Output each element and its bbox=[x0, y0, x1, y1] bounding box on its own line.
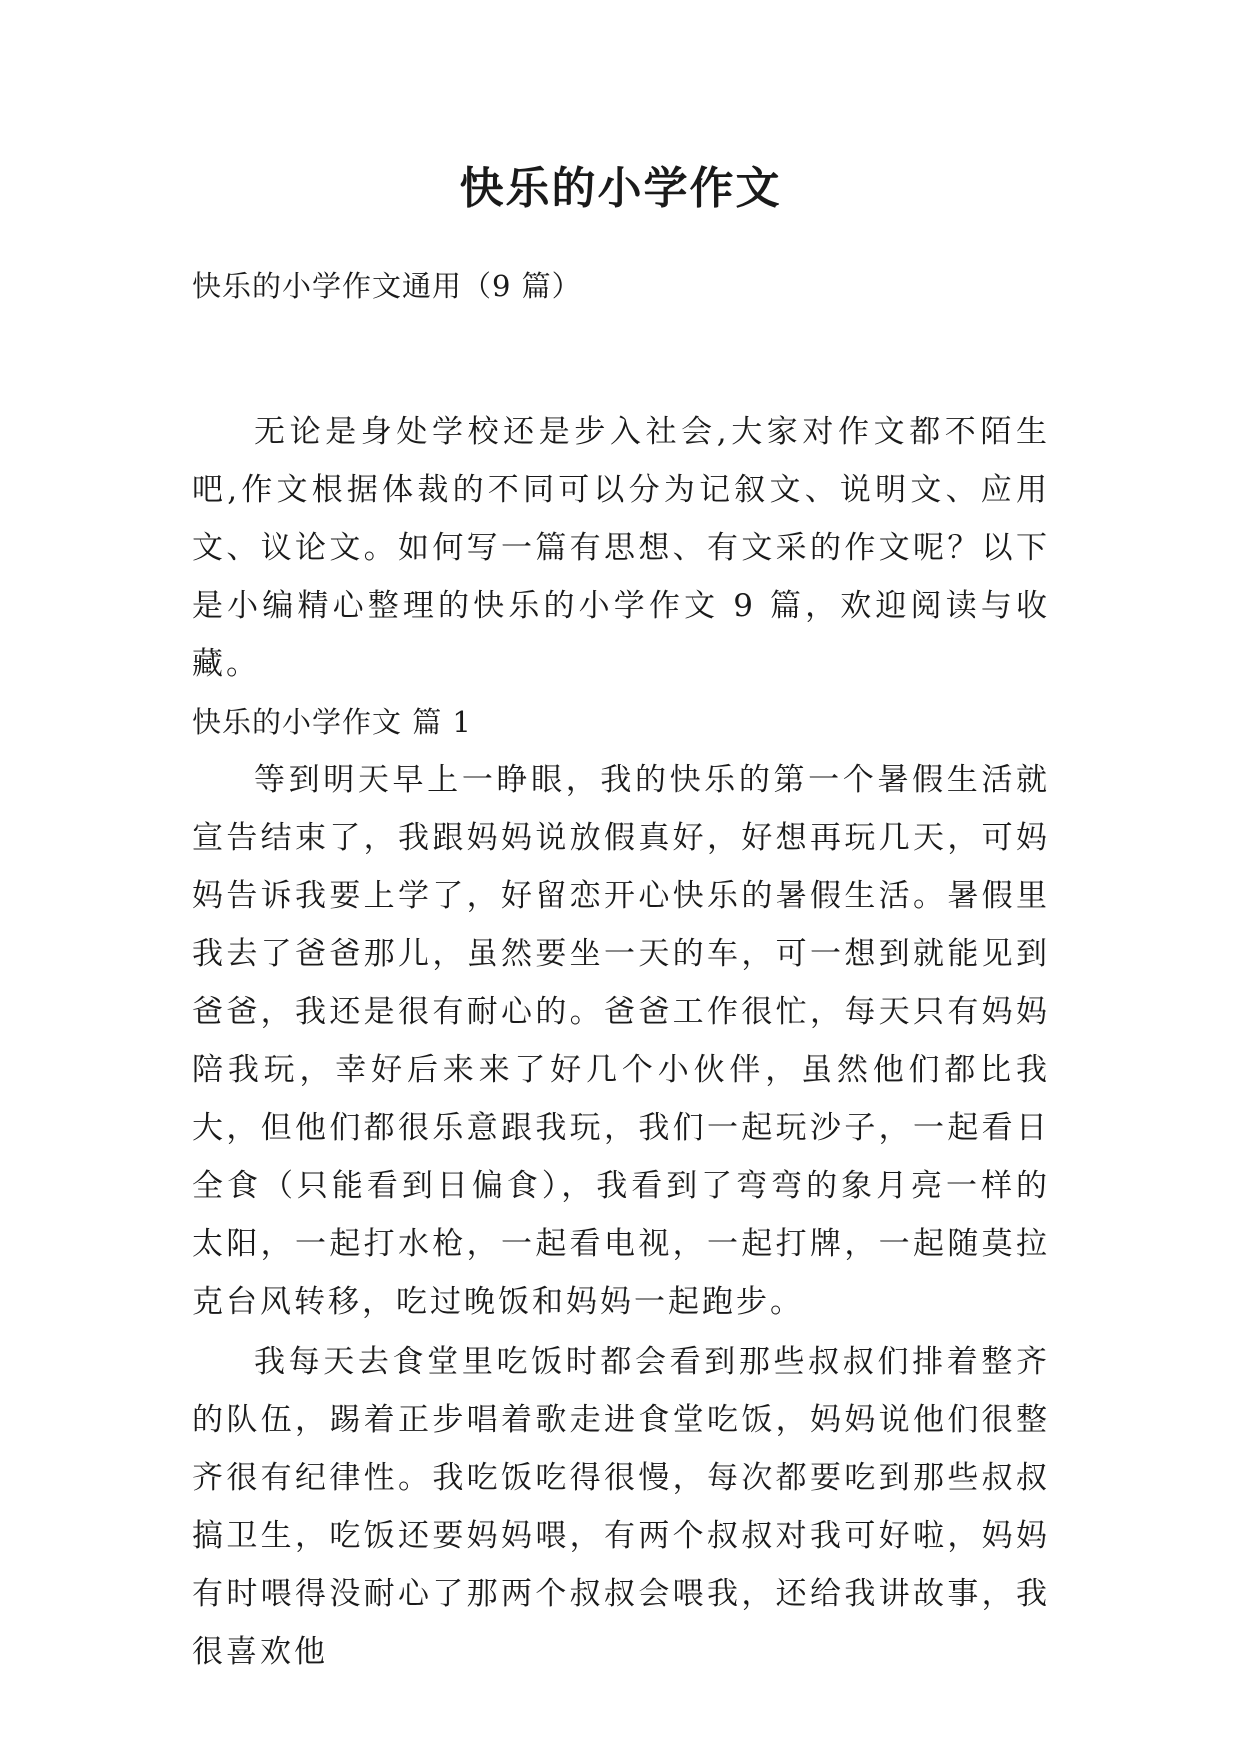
document-subtitle: 快乐的小学作文通用（9 篇） bbox=[192, 269, 582, 303]
intro-paragraph: 无论是身处学校还是步入社会,大家对作文都不陌生吧,作文根据体裁的不同可以分为记叙文、说明文、应用文、议论文。如何写一篇有思想、有文采的作文呢？以下是小编精心整理的快乐的小学作文 9 篇，欢迎阅读与收藏。 bbox=[192, 414, 1050, 682]
page-title: 快乐的小学作文 bbox=[459, 163, 782, 214]
section-heading: 快乐的小学作文 篇 1 bbox=[192, 705, 472, 739]
body-paragraph: 等到明天早上一睁眼，我的快乐的第一个暑假生活就宣告结束了，我跟妈妈说放假真好，好想再玩几天，可妈妈告诉我要上学了，好留恋开心快乐的暑假生活。暑假里我去了爸爸那儿，虽然要坐一天的车，可一想到就能见到爸爸，我还是很有耐心的。爸爸工作很忙，每天只有妈妈陪我玩，幸好后来来了好几个小伙伴，虽然他们都比我大，但他们都很乐意跟我玩，我们一起玩沙子，一起看日全食（只能看到日偏食），我看到了弯弯的象月亮一样的太阳，一起打水枪，一起看电视，一起打牌，一起随莫拉克台风转移，吃过晚饭和妈妈一起跑步。 bbox=[192, 762, 1050, 1320]
body-paragraph: 我每天去食堂里吃饭时都会看到那些叔叔们排着整齐的队伍，踢着正步唱着歌走进食堂吃饭，妈妈说他们很整齐很有纪律性。我吃饭吃得很慢，每次都要吃到那些叔叔搞卫生，吃饭还要妈妈喂，有两个叔叔对我可好啦，妈妈有时喂得没耐心了那两个叔叔会喂我，还给我讲故事，我很喜欢他 bbox=[192, 1344, 1050, 1670]
document-body bbox=[192, 403, 1050, 1681]
